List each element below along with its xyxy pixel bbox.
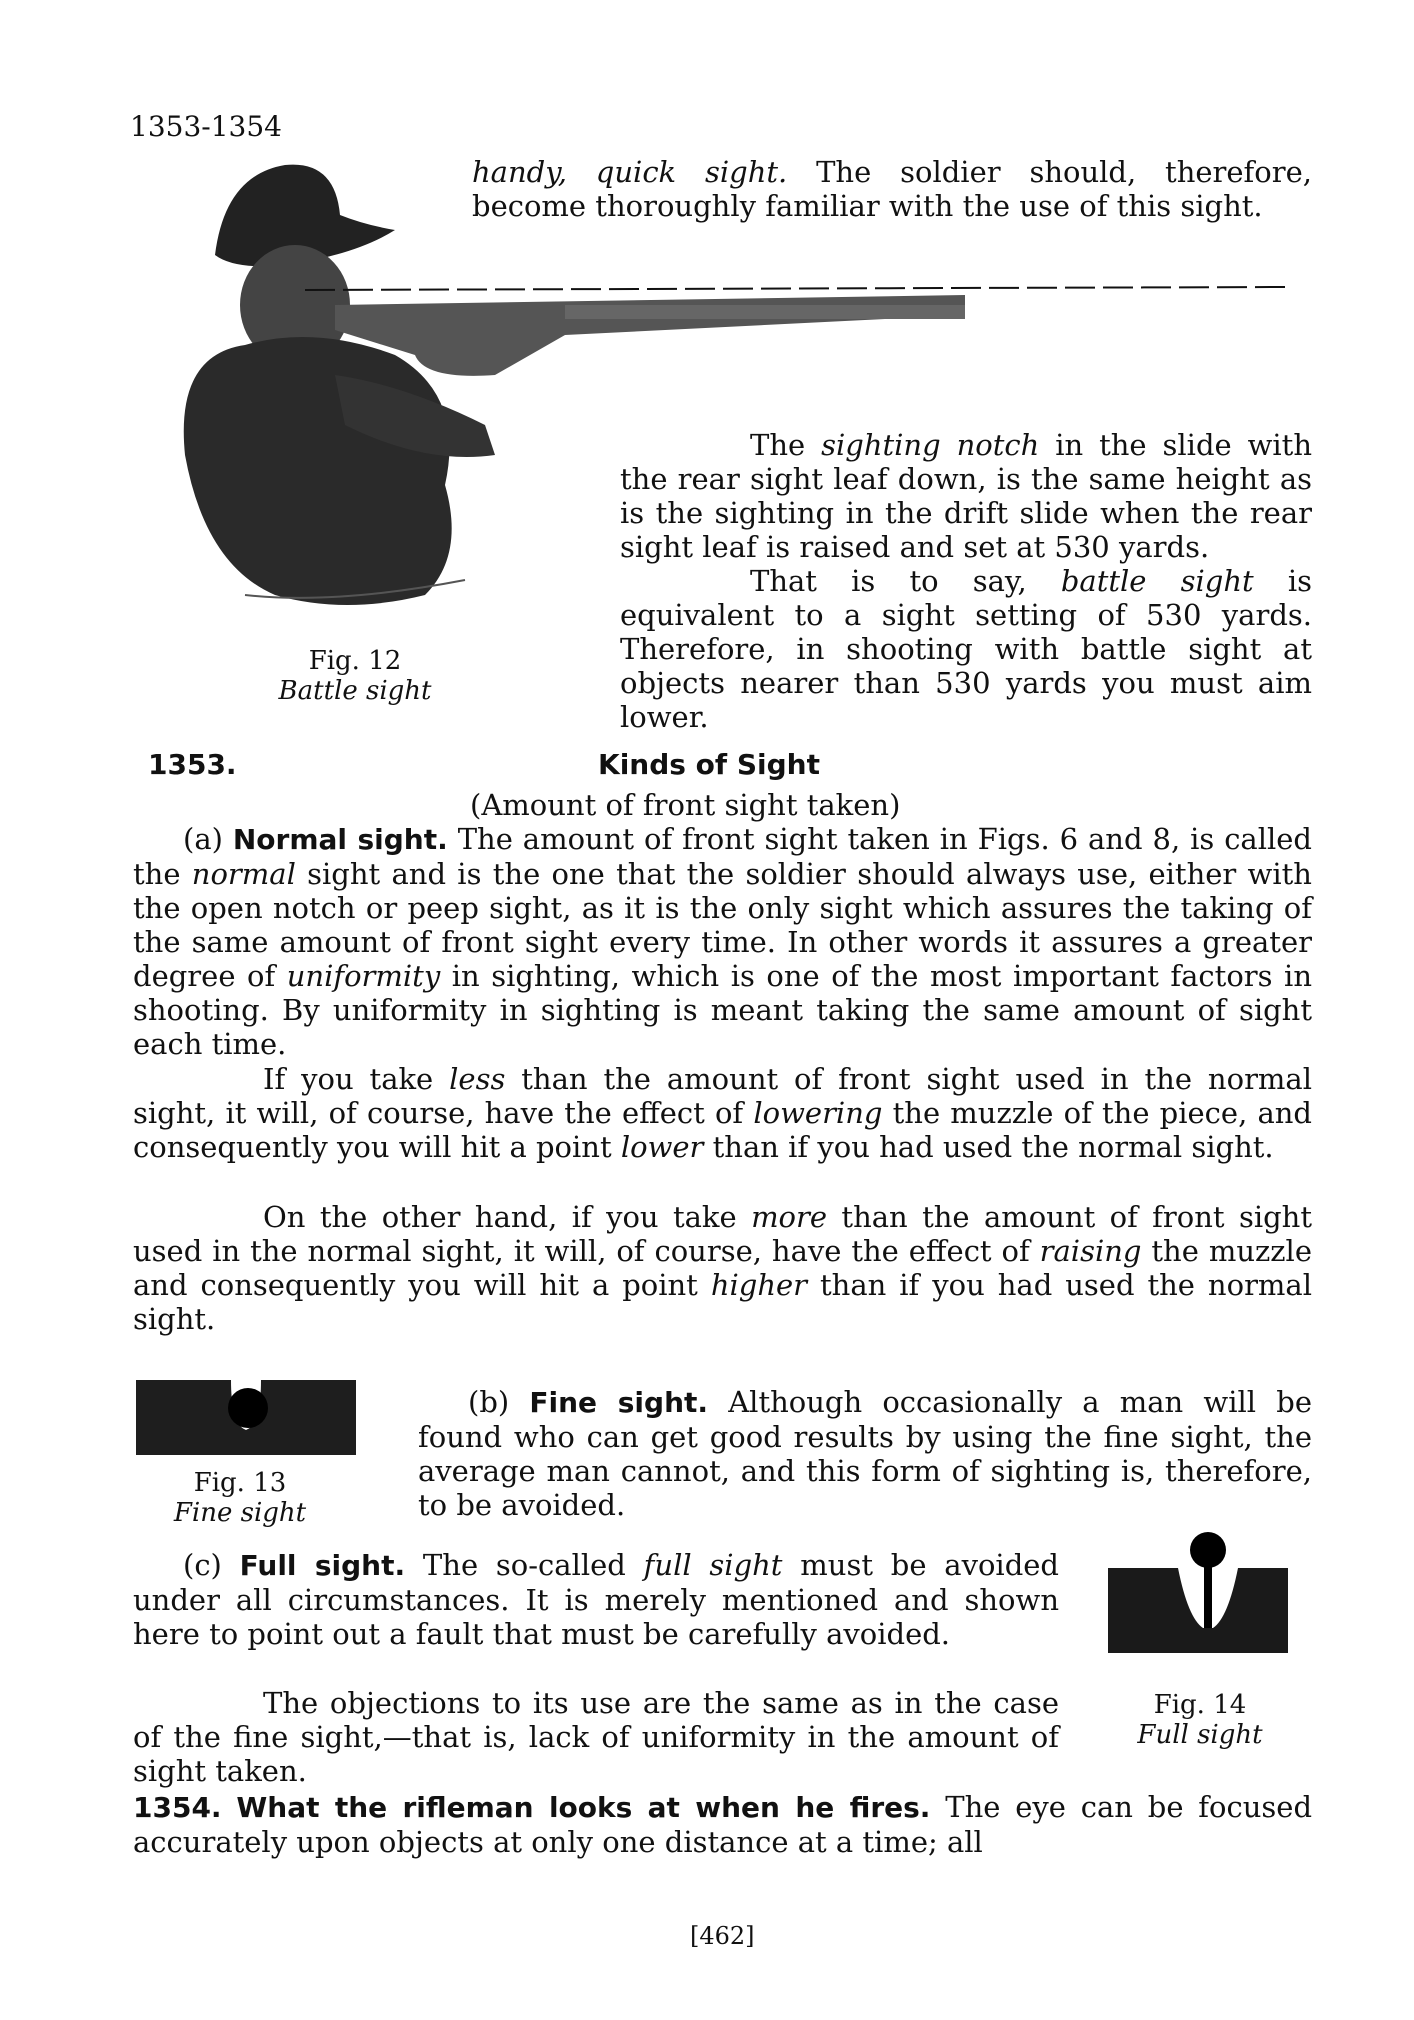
- figure-14-number: Fig. 14: [1153, 1690, 1247, 1720]
- text: The so-called: [405, 1548, 644, 1582]
- bold-term: Normal sight.: [232, 823, 448, 856]
- figure-12-number: Fig. 12: [308, 646, 402, 676]
- figure-13-number: Fig. 13: [193, 1468, 287, 1498]
- section-number-1353: 1353.: [148, 748, 237, 781]
- figure-13-caption: [140, 1468, 340, 1528]
- text: The: [750, 428, 822, 462]
- page-range-header: 1353-1354: [130, 110, 282, 143]
- text: than if you had used the normal sight.: [133, 1268, 1312, 1336]
- section-number-1354: 1354.: [133, 1791, 222, 1824]
- italic-term: sighting notch: [821, 428, 1040, 462]
- italic-term: normal: [191, 857, 296, 891]
- text: The amount of front sight taken in Figs. 6 and 8, is called the: [133, 822, 1312, 891]
- normal-sight-paragraph: [133, 822, 1312, 1061]
- text: On the other hand, if you take: [263, 1200, 752, 1234]
- bold-term: Fine sight.: [529, 1386, 709, 1419]
- text: than the amount of front sight used in the normal sight, it will, of course, have the effect of: [133, 1062, 1312, 1130]
- bold-term: Full sight.: [239, 1549, 406, 1582]
- label: (b): [468, 1385, 530, 1419]
- italic-term: more: [751, 1200, 828, 1234]
- italic-term: less: [449, 1062, 506, 1096]
- text: in the slide with the rear sight leaf down, is the same height as is the sighting in the drift slide when the rear sight leaf is raised and set at 530 yards.: [620, 428, 1313, 564]
- text: If you take: [263, 1062, 450, 1096]
- text: Although occasionally a man will be found who can get good results by using the fine sight, the average man cannot, and this form of sighting is, therefore, to be avoided.: [418, 1385, 1312, 1522]
- battle-sight-paragraph: [620, 428, 1312, 734]
- italic-term: raising: [1039, 1234, 1142, 1268]
- full-sight-diagram: [1108, 1528, 1288, 1658]
- text: That is to say,: [750, 564, 1061, 598]
- intro-paragraph: [472, 155, 1312, 223]
- section-1354-paragraph: [133, 1790, 1312, 1859]
- intro-italic: handy, quick sight.: [472, 155, 788, 189]
- italic-term: lowering: [753, 1096, 883, 1130]
- figure-12-title: Battle sight: [278, 676, 432, 706]
- text: in sighting, which is one of the most important factors in shooting. By uniformity in sighting is meant taking the same amount of sight each time.: [133, 959, 1313, 1061]
- italic-term: lower: [620, 1130, 704, 1164]
- text: sight and is the one that the soldier should always use, either with the open notch or peep sight, as it is the only sight which assures the taking of the same amount of front sight every time. In other words it assures a greater degree of: [133, 857, 1312, 993]
- text: The eye can be focused accurately upon objects at only one distance at a time; all: [133, 1790, 1313, 1859]
- figure-13-title: Fine sight: [173, 1498, 307, 1528]
- italic-term: uniformity: [286, 959, 441, 993]
- fine-sight-paragraph: [418, 1385, 1312, 1522]
- section-title: Kinds of Sight: [598, 748, 820, 781]
- italic-term: full sight: [643, 1548, 783, 1582]
- text: the muzzle of the piece, and consequently you will hit a point: [133, 1096, 1312, 1164]
- objections-paragraph: [133, 1686, 1059, 1788]
- text: than if you had used the normal sight.: [703, 1130, 1274, 1164]
- label: (a): [183, 822, 233, 856]
- text: must be avoided under all circumstances. It is merely mentioned and shown here to point out a fault that must be carefully avoided.: [133, 1548, 1059, 1651]
- section-subtitle: (Amount of front sight taken): [470, 788, 901, 822]
- text: The objections to its use are the same as in the case of the fine sight,—that is, lack of uniformity in the amount of sight taken.: [133, 1686, 1059, 1788]
- figure-14-illustration: [1108, 1528, 1288, 1662]
- figure-14-caption: [1110, 1690, 1290, 1750]
- page-number-footer: [462]: [690, 1922, 755, 1950]
- text: the muzzle and consequently you will hit a point: [133, 1234, 1312, 1302]
- figure-13-illustration: [136, 1380, 356, 1464]
- less-sight-paragraph: [133, 1062, 1312, 1164]
- figure-12-caption: [270, 646, 440, 706]
- italic-term: higher: [710, 1268, 808, 1302]
- more-sight-paragraph: [133, 1200, 1312, 1336]
- text: than the amount of front sight used in the normal sight, it will, of course, have the effect of: [133, 1200, 1313, 1268]
- bold-term: What the rifleman looks at when he fires.: [236, 1791, 931, 1824]
- italic-term: battle sight: [1060, 564, 1254, 598]
- fine-sight-diagram: [136, 1380, 356, 1460]
- figure-14-title: Full sight: [1137, 1720, 1263, 1750]
- full-sight-paragraph: [133, 1548, 1059, 1651]
- intro-text: The soldier should, therefore, become thoroughly familiar with the use of this sight.: [472, 155, 1312, 223]
- label: (c): [183, 1548, 240, 1582]
- text: is equivalent to a sight setting of 530 yards. Therefore, in shooting with battle sight at objects nearer than 530 yards you must aim lower.: [620, 564, 1312, 734]
